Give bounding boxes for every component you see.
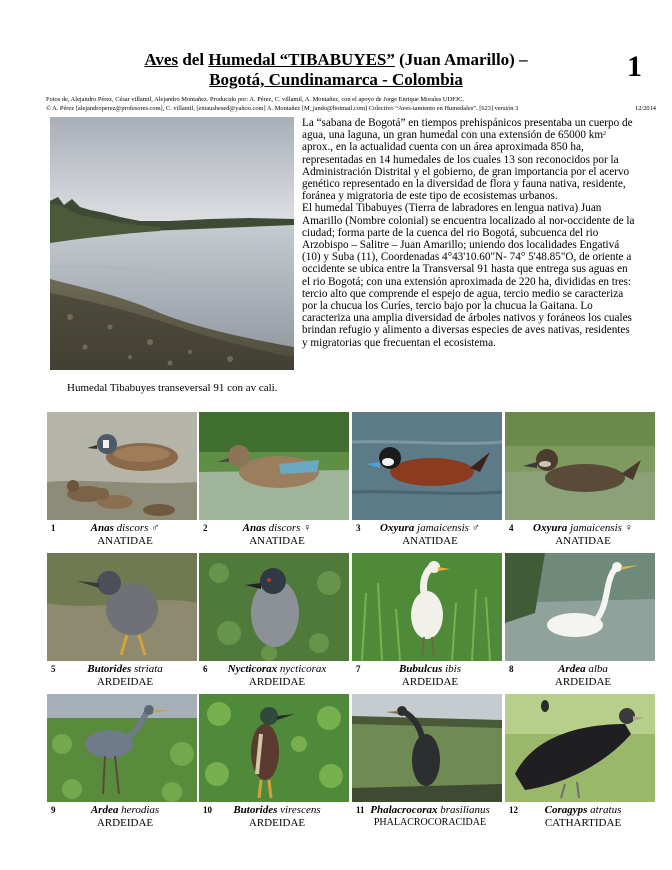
- species-genus-5: Butorides: [87, 663, 132, 675]
- title-line-1: [0, 50, 672, 70]
- species-genus-1: Anas: [90, 522, 114, 534]
- species-name-5: [47, 663, 203, 675]
- intro-text: [302, 117, 637, 349]
- species-name-11: [352, 804, 508, 816]
- species-family-5: ARDEIDAE: [96, 676, 154, 688]
- species-photo-anas-discors-male: [47, 412, 197, 520]
- species-family-12: CATHARTIDAE: [544, 817, 622, 829]
- species-epithet-11: brasilianus: [437, 804, 490, 816]
- species-epithet-6: nycticorax: [277, 663, 327, 675]
- species-name-7: [352, 663, 508, 675]
- title-word-aves: Aves: [144, 50, 179, 69]
- intro-paragraph-2: El humedal Tibabuyes (Tierra de labradores en lengua nativa) Juan Amarillo (Nombre colonial) se encuentra localizado al nor-occidente de la ciudad; forma parte de la cuenca del rio Bogotá, subcuenca del rio Arzobispo – Salitre – Juan Amarillo; uniendo dos localidades Engativá (10) y Suba (11), Coordenadas 4°43'10.60"N- 74° 5'48.85"O, de oriente a occidente se ubica entre la Transversal 91 hasta que entrega sus aguas en el rio Bogotá; con una extensión aproximada de 220 ha, divididas en tres: tercio alto que comprende el espejo de agua, tercio medio se caracteriza por la chucua los Curíes, tercio bajo por la chucua la Gaitana. Lo caracteriza una amplia diversidad de árboles nativos y foráneos los cuales brindan refugio y alimento a diversas especies de aves nativas, residentes y migratorias que frecuentan el ecosistema.: [302, 202, 635, 349]
- species-num-2: 2: [203, 523, 208, 533]
- species-family-7: ARDEIDAE: [401, 676, 459, 688]
- species-num-9: 9: [51, 805, 56, 815]
- species-epithet-2: discors ♀: [265, 522, 312, 534]
- title-word-del: del: [178, 50, 209, 69]
- page-title: [0, 50, 672, 90]
- credits-line-2: © A. Pérez [alejandroperez@profesores.com], C. villamil, [emaushesed@yahoo.com] A. Montañez [M_jando@hotmail.com] Colectivo “Aves-tamiento en Humedales”. [623] versión 3: [46, 104, 519, 112]
- title-word-juan-amarillo: (Juan Amarillo) –: [394, 50, 528, 69]
- species-name-4: [505, 522, 661, 534]
- species-photo-anas-discors-female: [199, 412, 349, 520]
- species-photo-phalacrocorax-brasilianus: [352, 694, 502, 802]
- species-epithet-12: atratus: [587, 804, 622, 816]
- species-family-10: ARDEIDAE: [248, 817, 306, 829]
- page-number: 1: [627, 50, 642, 83]
- species-name-3: [352, 522, 508, 534]
- title-word-tibabuyes: “TIBABUYES”: [275, 50, 395, 69]
- species-genus-6: Nycticorax: [227, 663, 278, 675]
- species-photo-oxyura-jamaicensis-female: [505, 412, 655, 520]
- credits: [46, 96, 656, 113]
- intro-paragraph-1: [302, 117, 637, 202]
- species-genus-9: Ardea: [90, 804, 119, 816]
- intro-p1-sup: 2: [603, 131, 607, 138]
- species-num-3: 3: [356, 523, 361, 533]
- species-num-7: 7: [356, 664, 361, 674]
- species-num-8: 8: [509, 664, 514, 674]
- species-genus-8: Ardea: [558, 663, 586, 675]
- species-epithet-3: jamaicensis ♂: [414, 522, 480, 534]
- hero-photo-wetland: [50, 117, 294, 370]
- species-name-1: [47, 522, 203, 534]
- species-name-9: [47, 804, 203, 816]
- species-name-12: [505, 804, 661, 816]
- species-epithet-5: striata: [131, 663, 163, 675]
- species-genus-2: Anas: [242, 522, 266, 534]
- species-photo-ardea-herodias: [47, 694, 197, 802]
- species-family-11: PHALACROCORACIDAE: [373, 817, 487, 828]
- species-photo-bubulcus-ibis: [352, 553, 502, 661]
- species-genus-11: Phalacrocorax: [370, 804, 438, 816]
- title-word-humedal: Humedal: [208, 50, 276, 69]
- species-genus-12: Coragyps: [544, 804, 588, 816]
- species-num-6: 6: [203, 664, 208, 674]
- species-photo-oxyura-jamaicensis-male: [352, 412, 502, 520]
- species-family-8: ARDEIDAE: [554, 676, 612, 688]
- species-num-1: 1: [51, 523, 56, 533]
- species-epithet-8: alba: [585, 663, 608, 675]
- species-name-6: [199, 663, 355, 675]
- species-num-11: 11: [356, 805, 365, 815]
- species-family-3: ANATIDAE: [402, 535, 458, 547]
- species-photo-coragyps-atratus: [505, 694, 655, 802]
- credits-date: 12/2014: [635, 104, 656, 112]
- species-epithet-7: ibis: [442, 663, 462, 675]
- species-photo-butorides-virescens: [199, 694, 349, 802]
- species-genus-10: Butorides: [233, 804, 278, 816]
- title-location: Bogotá, Cundinamarca - Colombia: [209, 70, 463, 89]
- species-family-4: ANATIDAE: [555, 535, 611, 547]
- species-family-9: ARDEIDAE: [96, 817, 154, 829]
- hero-caption: Humedal Tibabuyes transeversal 91 con av cali.: [67, 382, 278, 394]
- species-family-2: ANATIDAE: [249, 535, 305, 547]
- species-num-12: 12: [509, 805, 518, 815]
- species-genus-4: Oxyura: [533, 522, 568, 534]
- species-photo-nycticorax-nycticorax: [199, 553, 349, 661]
- credits-line-1: Fotos de, Alejandro Pérez, César villamil, Alejandro Montañez. Producido por: A. Pérez, C. villamil, A. Montañez, con el apoyo de Jorge Enrique Morales UDFJC.: [46, 96, 465, 103]
- intro-p1-part2: aprox., en la actualidad cuenta con un área aproximada 850 ha, representadas en 14 humedales de los cuales 13 son reconocidos por la Administración Distrital y el gobierno, de gran importancia por el acervo genético representado en la diversidad de flora y fauna nativa, residente, foránea y migratoria de este tipo de ecosistemas urbanos.: [302, 141, 630, 203]
- species-family-1: ANATIDAE: [97, 535, 153, 547]
- intro-p1-part1: La “sabana de Bogotá” en tiempos prehispánicos presentaba un cuerpo de agua, una laguna, un gran humedal con una extensión de 65000 km: [302, 117, 633, 142]
- species-genus-3: Oxyura: [380, 522, 415, 534]
- species-epithet-4: jamaicensis ♀: [567, 522, 633, 534]
- species-num-5: 5: [51, 664, 56, 674]
- species-name-8: [505, 663, 661, 675]
- species-epithet-10: virescens: [277, 804, 321, 816]
- title-line-2: [0, 70, 672, 90]
- species-epithet-9: herodias: [118, 804, 160, 816]
- species-photo-butorides-striata: [47, 553, 197, 661]
- species-num-4: 4: [509, 523, 514, 533]
- species-epithet-1: discors ♂: [113, 522, 160, 534]
- species-name-10: [199, 804, 355, 816]
- species-photo-ardea-alba: [505, 553, 655, 661]
- species-family-6: ARDEIDAE: [248, 676, 306, 688]
- species-genus-7: Bubulcus: [398, 663, 443, 675]
- species-num-10: 10: [203, 805, 212, 815]
- species-name-2: [199, 522, 355, 534]
